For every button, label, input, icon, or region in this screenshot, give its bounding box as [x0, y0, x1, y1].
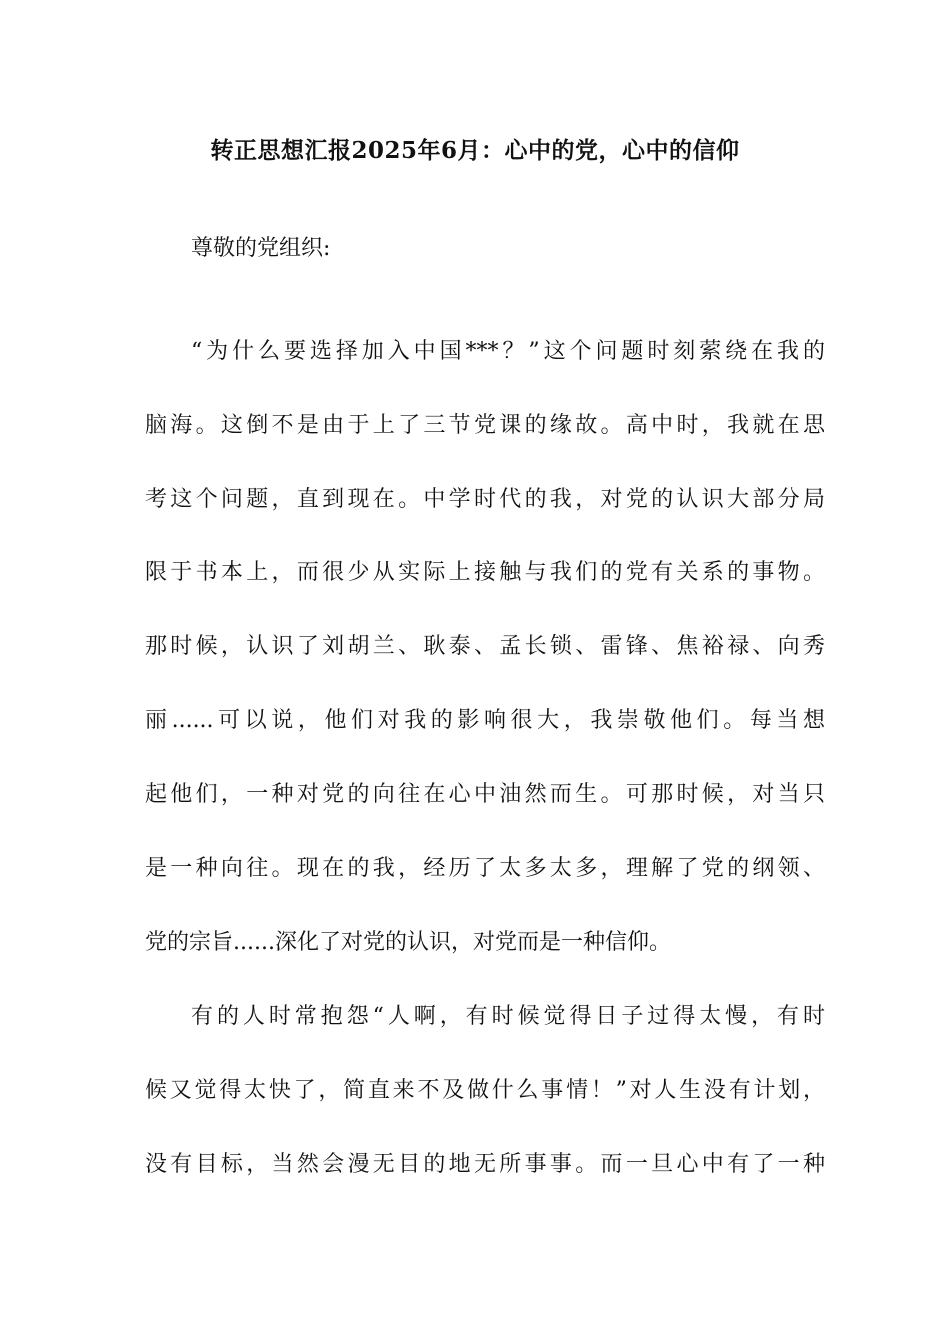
salutation: 尊敬的党组织:: [191, 236, 331, 261]
paragraph-line: 考这个问题，直到现在。中学时代的我，对党的认识大部分局: [145, 487, 825, 512]
paragraph-line: 是一种向往。现在的我，经历了太多太多，理解了党的纲领、: [145, 856, 825, 881]
paragraph-line: 党的宗旨......深化了对党的认识，对党而是一种信仰。: [145, 930, 671, 955]
paragraph-line: “为什么要选择加入中国***？”这个问题时刻萦绕在我的: [191, 339, 825, 364]
paragraph-line: 没有目标，当然会漫无目的地无所事事。而一旦心中有了一种: [145, 1152, 825, 1177]
paragraph-line: 那时候，认识了刘胡兰、耿泰、孟长锁、雷锋、焦裕禄、向秀: [145, 634, 825, 659]
paragraph-line: 候又觉得太快了，简直来不及做什么事情！”对人生没有计划，: [145, 1078, 825, 1103]
paragraph-line: 起他们，一种对党的向往在心中油然而生。可那时候，对当只: [145, 782, 825, 807]
paragraph-line: 丽......可以说，他们对我的影响很大，我崇敬他们。每当想: [145, 708, 825, 733]
paragraph-line: 脑海。这倒不是由于上了三节党课的缘故。高中时，我就在思: [145, 413, 825, 438]
document-title: 转正思想汇报2025年6月：心中的党，心中的信仰: [210, 137, 740, 164]
paragraph-line: 有的人时常抱怨“人啊，有时候觉得日子过得太慢，有时: [191, 1004, 825, 1029]
paragraph-line: 限于书本上，而很少从实际上接触与我们的党有关系的事物。: [145, 560, 825, 585]
